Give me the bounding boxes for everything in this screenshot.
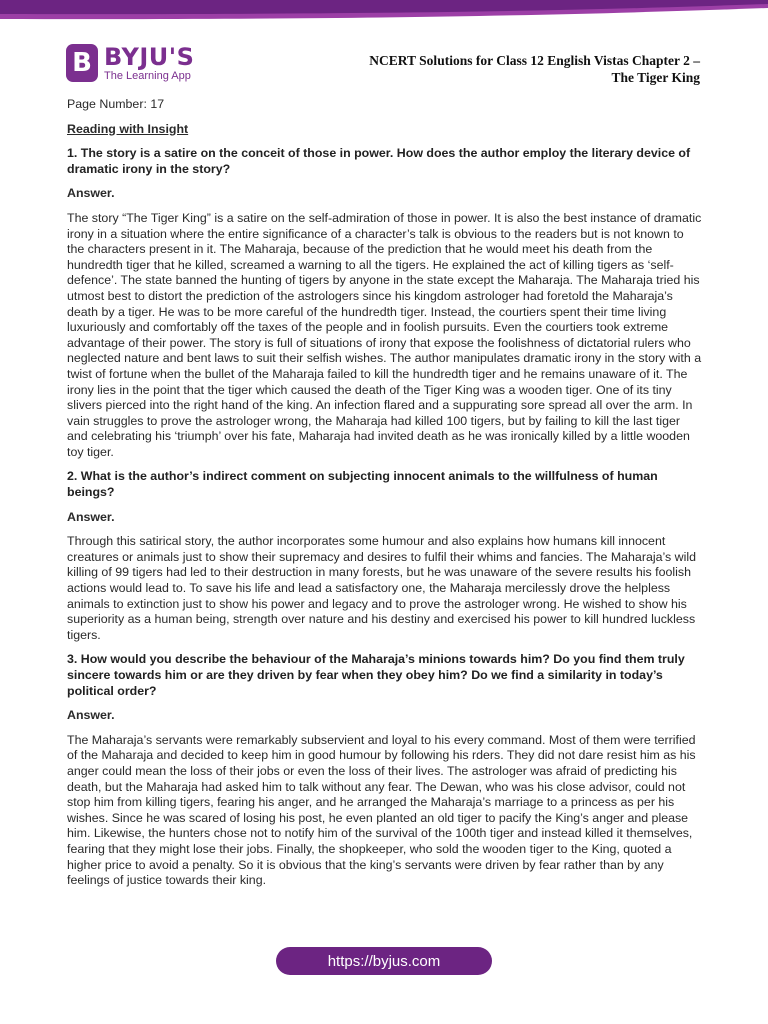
answer-text-1: The story “The Tiger King” is a satire on the self-admiration of those in power. It is also the best instance of dramatic irony in a situation where the entire significance of a character’s talk is obvious to the readers but is not known to the characters present in it. The Maharaja, because of the prediction that he would meet his death from the hundredth tiger that he killed, screamed a warning to all the tigers. He explained the act of killing tigers as ‘self-defence’. The state banned the hunting of tigers by anyone in the state except the Maharaja. The Maharaja tried his utmost best to distort the prediction of the astrologers since his kingdom astrologer had foretold the Maharaja’s death by a tiger. He was to be more careful of the hundredth tiger. Instead, the courtiers spent their time living luxuriously and comfortably off the taxes of the people and in foolish pursuits. Even the courtiers took extreme advantage of their power. The story is full of situations of irony that expose the foolishness of dictatorial rulers who neglected nature and bent laws to suit their selfish wishes. The author manipulates dramatic irony in the story with a twist of fortune when the bullet of the Maharaja failed to kill the hundredth tiger and he remains unaware of it. The irony lies in the point that the tiger which caused the death of the Tiger King was a wooden tiger. One of its tiny slivers pierced into the right hand of the king. An infection flared and a suppurating sore spread all over the arm. In vain struggles to prove the astrologer wrong, the Maharaja had killed 100 tigers, but by failing to kill the last tiger and celebrating his ‘triumph’ over his fate, Maharaja had invited death as he was ironically killed by a little wooden toy tiger. (67, 210, 702, 459)
website-link-button[interactable]: https://byjus.com (276, 947, 492, 975)
top-decorative-band (0, 0, 768, 22)
answer-text-2: Through this satirical story, the author incorporates some humour and also explains how humans kill innocent creatures or animals just to show their supremacy and desires to fulfil their whims and fancies. The Maharaja’s wild killing of 99 tigers had led to their destruction in many forests, but he was unaware of the severe results his foolish actions would lead to. To save his life and lead a satisfactory one, the Maharaja mercilessly drove the helpless animals to extinction just to show his power and legacy and to prove the astrologer wrong. He wished to show his superiority as a human being, strength over nature and his destiny and exercised his power to kill hundred luckless tigers. (67, 534, 696, 642)
answer-label-1: Answer. (67, 186, 115, 201)
question-1: 1. The story is a satire on the conceit of those in power. How does the author employ the literary device of dramatic irony in the story? (67, 146, 691, 176)
page-number: Page Number: 17 (67, 97, 165, 111)
header-title-line-2: The Tiger King (611, 70, 700, 85)
logo-tagline: The Learning App (104, 69, 191, 82)
qa-block-2 (67, 469, 703, 643)
header-title-line-1: NCERT Solutions for Class 12 English Vistas Chapter 2 – (369, 53, 700, 68)
logo-badge (66, 44, 98, 82)
qa-block-1 (67, 146, 703, 460)
answer-text-3: The Maharaja’s servants were remarkably subservient and loyal to his every command. Most of them were terrified of the Maharaja and decided to keep him in good humour by following his rders. They did not dare resist him as his anger could mean the loss of their jobs or even the loss of their lives. The astrologer was afraid of predicting his death, but the Maharaja had asked him to talk without any fear. The Dewan, who was his close advisor, could not stop him from killing tigers, fearing his anger, and he arranged the Maharaja’s marriage to a princess as per his wishes. Since he was scared of losing his post, he even planted an old tiger to pacify the King’s anger and please him. Likewise, the hunters chose not to notify him of the survival of the 100th tiger and instead killed it themselves, fearing that they might lose their jobs. Finally, the shopkeeper, who sold the wooden tiger to the King, quoted a higher price to avoid a penalty. So it is obvious that the king’s servants were driven by fear rather than by any feelings of justice towards their king. (67, 732, 696, 888)
logo-letter: B (72, 48, 92, 78)
qa-block-3 (67, 652, 703, 888)
logo-name: BYJU'S (104, 42, 195, 71)
byjus-logo[interactable] (66, 44, 194, 82)
answer-label-3: Answer. (67, 708, 115, 723)
document-header-title (369, 52, 700, 86)
question-2: 2. What is the author’s indirect comment on subjecting innocent animals to the willfulness of human beings? (67, 469, 658, 500)
logo-text (104, 42, 195, 82)
question-3: 3. How would you describe the behaviour of the Maharaja’s minions towards him? Do you find them truly sincere towards him or are they driven by fear when they obey him? Do we find a similarity in today’s political order? (67, 652, 685, 698)
document-body (67, 97, 703, 898)
section-title: Reading with Insight (67, 121, 189, 136)
answer-label-2: Answer. (67, 509, 115, 524)
